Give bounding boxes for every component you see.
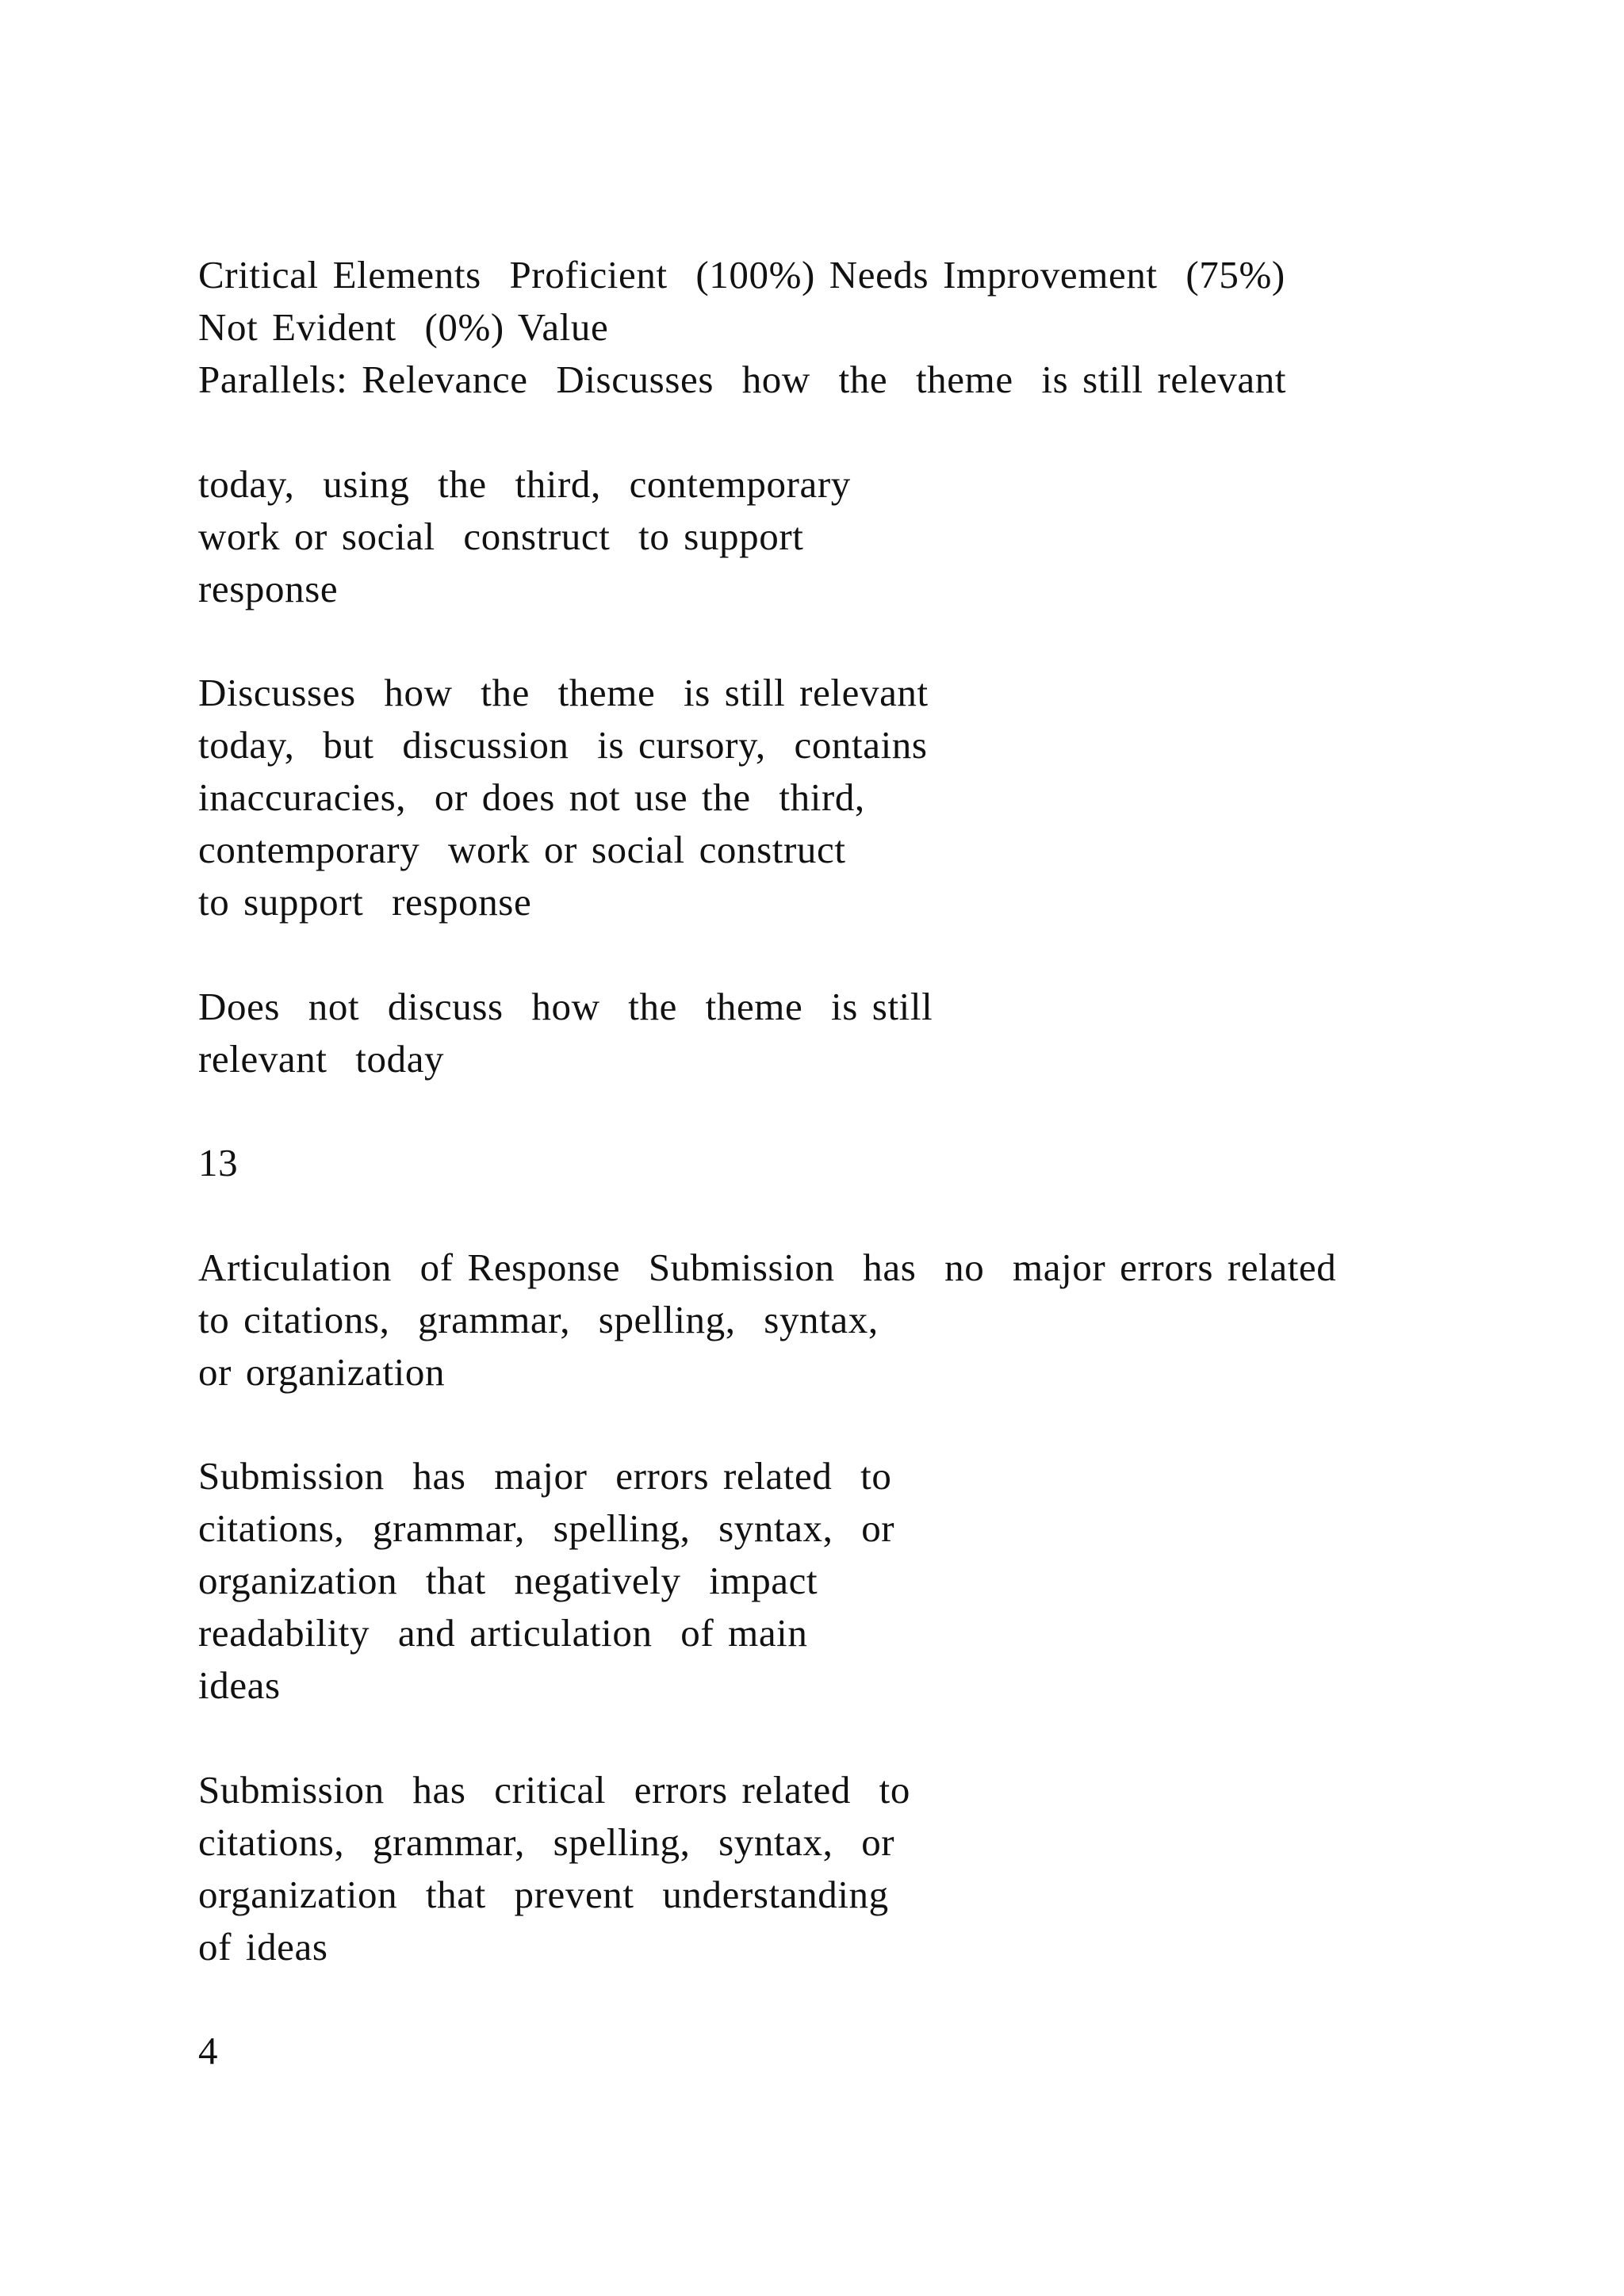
articulation-not-evident-line-1: Submission has critical errors related to	[198, 1768, 910, 1812]
criterion-articulation-line-3: or organization	[198, 1350, 446, 1394]
articulation-needs-improvement-line-1: Submission has major errors related to	[198, 1454, 892, 1498]
criterion-articulation-line-2: to citations, grammar, spelling, syntax,	[198, 1298, 879, 1341]
needs-improvement-text-line-4: contemporary work or social construct	[198, 828, 846, 871]
proficient-text-line-2: work or social construct to support	[198, 515, 804, 558]
articulation-not-evident-line-4: of ideas	[198, 1925, 328, 1969]
articulation-needs-improvement-line-2: citations, grammar, spelling, syntax, or	[198, 1506, 895, 1550]
needs-improvement-text-line-3: inaccuracies, or does not use the third,	[198, 775, 865, 819]
criterion-parallels-line-1: Parallels: Relevance Discusses how the theme is still relevant	[198, 358, 1287, 401]
proficient-text-line-3: response	[198, 567, 339, 610]
rubric-header-line-2: Not Evident (0%) Value	[198, 305, 609, 349]
articulation-needs-improvement-line-5: ideas	[198, 1663, 281, 1707]
articulation-not-evident-line-2: citations, grammar, spelling, syntax, or	[198, 1820, 895, 1864]
parallels-value: 13	[198, 1141, 239, 1184]
articulation-needs-improvement-line-3: organization that negatively impact	[198, 1559, 818, 1602]
articulation-not-evident-line-3: organization that prevent understanding	[198, 1873, 889, 1916]
needs-improvement-text-line-5: to support response	[198, 880, 532, 924]
needs-improvement-text-line-2: today, but discussion is cursory, contains	[198, 723, 928, 767]
not-evident-text-line-1: Does not discuss how the theme is still	[198, 985, 933, 1028]
articulation-value: 4	[198, 2029, 219, 2072]
rubric-header-line-1: Critical Elements Proficient (100%) Needs Improvement (75%)	[198, 253, 1285, 297]
needs-improvement-text-line-1: Discusses how the theme is still relevant	[198, 671, 929, 714]
proficient-text-line-1: today, using the third, contemporary	[198, 462, 851, 506]
articulation-needs-improvement-line-4: readability and articulation of main	[198, 1611, 808, 1655]
criterion-articulation-line-1: Articulation of Response Submission has no major errors related	[198, 1246, 1337, 1289]
not-evident-text-line-2: relevant today	[198, 1037, 445, 1081]
